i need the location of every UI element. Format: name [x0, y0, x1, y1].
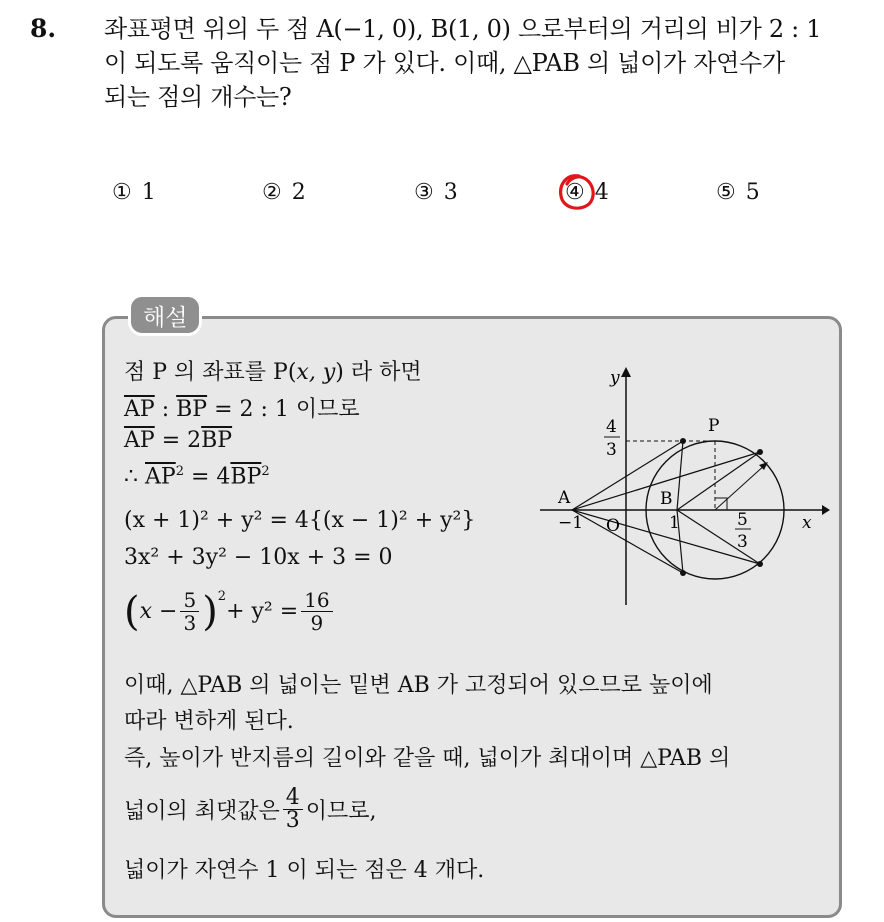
point-dot	[680, 438, 686, 444]
y-axis-arrow-icon	[621, 367, 631, 377]
choice-value: 2	[291, 180, 306, 205]
point-dot	[757, 449, 763, 455]
solution-line-4: ∴ $\overline{AP}^2 = 4\overline{BP}^2$	[124, 464, 270, 490]
solution-equation-6: ( x − $\frac{5}{3}$ ) $^2$ + y² = $\frac{16}{9}$	[124, 589, 336, 634]
coordinate-graph	[540, 355, 830, 615]
tick-neg1: −1	[558, 513, 584, 533]
question-line: 되는 점의 개수는?	[104, 83, 292, 111]
question-line: 이 되도록 움직이는 점 P 가 있다. 이때, △PAB 의 넓이가 자연수가	[104, 49, 785, 77]
choice-4[interactable]	[565, 180, 609, 205]
solution-paragraph-2: 따라 변하게 된다.	[124, 709, 294, 734]
choice-mark: ④	[565, 180, 585, 205]
segment-ap	[572, 510, 760, 564]
point-dot	[757, 561, 763, 567]
choice-5[interactable]	[716, 180, 760, 205]
x-axis-label: x	[802, 513, 812, 533]
question-text	[104, 12, 864, 114]
tick-1: 1	[669, 513, 680, 533]
choice-mark: ②	[262, 180, 282, 205]
solution-paragraph-5: 넓이가 자연수 1 이 되는 점은 4 개다.	[124, 858, 485, 883]
y-tick-den: 3	[606, 440, 617, 460]
choice-value: 1	[141, 180, 156, 205]
solution-paragraph-4: 넓이의 최댓값은 $\frac{4}{3}$ 이므로,	[124, 785, 377, 833]
x-tick-den: 3	[737, 532, 748, 552]
radius-line	[715, 464, 766, 510]
choice-mark: ⑤	[716, 180, 736, 205]
solution-paragraph-1: 이때, △PAB 의 넓이는 밑변 AB 가 고정되어 있으므로 높이에	[124, 673, 713, 698]
solution-line-1: 점 P 의 좌표를 P(x, y) 라 하면	[124, 360, 422, 385]
question-line: 좌표평면 위의 두 점 A(−1, 0), B(1, 0) 으로부터의 거리의 비가 2 : 1	[104, 15, 822, 43]
label-a: A	[558, 488, 571, 508]
choice-2[interactable]	[262, 180, 306, 205]
x-axis-arrow-icon	[822, 505, 830, 515]
choice-value: 5	[745, 180, 760, 205]
x-tick-num: 5	[737, 510, 748, 530]
label-b: B	[660, 489, 673, 509]
point-dot	[680, 570, 686, 576]
answer-choices	[0, 180, 884, 216]
y-tick-num: 4	[606, 417, 617, 437]
solution-line-2: $\overline{AP}$ : $\overline{BP} = 2$ : 1 이므로	[124, 397, 360, 422]
solution-line-3: $\overline{AP} = 2\overline{BP}$	[124, 428, 233, 453]
choice-3[interactable]	[414, 180, 458, 205]
label-origin: O	[606, 516, 620, 536]
choice-value: 3	[443, 180, 458, 205]
question-number: 8.	[30, 14, 57, 43]
segment-ap	[572, 510, 683, 573]
choice-1[interactable]	[112, 180, 156, 205]
choice-value: 4	[594, 180, 609, 205]
choice-mark: ①	[112, 180, 132, 205]
choice-mark: ③	[414, 180, 434, 205]
label-p: P	[708, 416, 720, 436]
solution-equation-4: (x + 1)² + y² = 4{(x − 1)² + y²}	[124, 508, 476, 533]
solution-paragraph-3: 즉, 높이가 반지름의 길이와 같을 때, 넓이가 최대이며 △PAB 의	[124, 746, 731, 771]
solution-equation-5: 3x² + 3y² − 10x + 3 = 0	[124, 545, 393, 570]
solution-tag: 해설	[128, 294, 202, 336]
y-axis-label: y	[610, 368, 620, 388]
